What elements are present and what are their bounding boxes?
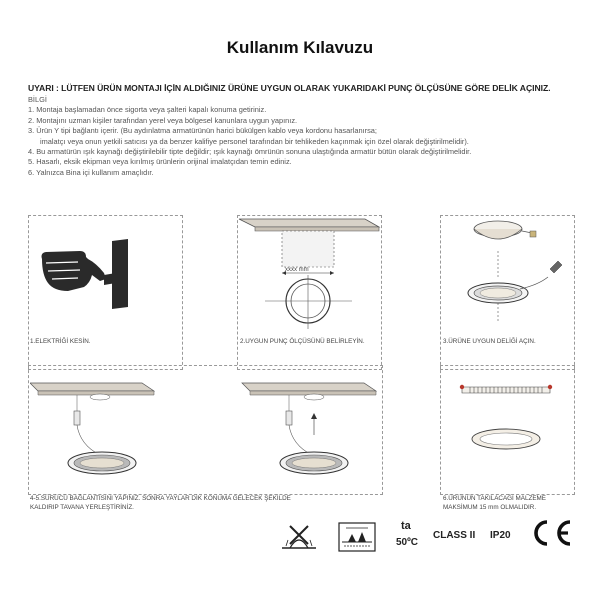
info-line: 6. Yalnızca Bina içi kullanım amaçlıdır. [28,167,154,177]
step2-caption: 2.UYGUN PUNÇ ÖLÇÜSÜNÜ BELİRLEYİN. [240,338,365,345]
info-line: imalatçı veya onun yetkili satıcısı ya da benzer kalifiye personel tarafından bir tehlikeden kaçınmak için özel olarak değiştirilmelidir). [40,136,469,146]
ta-label: ta [401,520,411,532]
driver-connection-icon [30,375,380,495]
info-block [28,95,588,178]
info-line: 5. Hasarlı, eksik ekipman veya kırılmış ürünlerin orijinal imalatçıdan temin ediniz. [28,157,292,167]
ceiling-hole-measure-icon [237,215,382,340]
info-line: 4. Bu armatürün ışık kaynağı değiştirilebilir tipte değildir; ışık kaynağı ömrünün sonuna ulaştığında armatür bütün olarak değiştirilmelidir. [28,147,472,157]
step45-caption-line2: KALDIRIP TAVANA YERLEŞTİRİNİZ. [30,504,134,511]
info-heading: BİLGİ [28,95,47,104]
ceiling-thickness-icon [448,375,568,490]
page-title: Kullanım Kılavuzu [226,38,374,57]
step3-caption: 3.ÜRÜNE UYGUN DELİĞİ AÇIN. [443,338,536,345]
class-label: CLASS II [433,530,476,541]
step6-caption-line2: MAKSİMUM 15 mm OLMALIDIR. [443,504,537,511]
step1-caption: 1.ELEKTRİĞİ KESİN. [30,338,91,345]
downlight-fitting-icon [450,215,570,340]
info-line: 3. Ürün Y tipi bağlantı içerir. (Bu aydınlatma armatürünün harici bükülgen kablo veya kordonu hasarlanırsa; [28,126,377,136]
ip-rating-label: IP20 [490,530,511,541]
ce-mark-icon [528,518,574,553]
info-line: 2. Montajını uzman kişiler tarafından yerel veya bölgesel kanunlara uygun yapınız. [28,115,298,125]
no-insulation-cover-icon [278,522,320,557]
step2-dimension-label: xxxx mm [285,267,309,273]
surface-mount-flammable-icon [338,522,376,557]
warning-text: UYARI : LÜTFEN ÜRÜN MONTAJI İÇİN ALDIĞINIZ ÜRÜNE UYGUN OLARAK YUKARIDAKİ PUNÇ ÖLÇÜSÜNE GÖRE DELİK AÇINIZ. [28,83,551,93]
ta-value: 50ºC [396,537,418,548]
info-line: 1. Montaja başlamadan önce sigorta veya şalteri kapalı konuma getiriniz. [28,105,267,115]
hand-press-switch-icon [36,235,146,320]
step45-caption-line1: 4-5.SÜRÜCÜ BAĞLANTISINI YAPINIZ. SONRA YAYLAR DİK KONUMA GELECEK ŞEKİLDE [30,495,291,502]
step6-caption-line1: 6.ÜRÜNÜN TAKILACAĞI MALZEME [443,495,546,502]
